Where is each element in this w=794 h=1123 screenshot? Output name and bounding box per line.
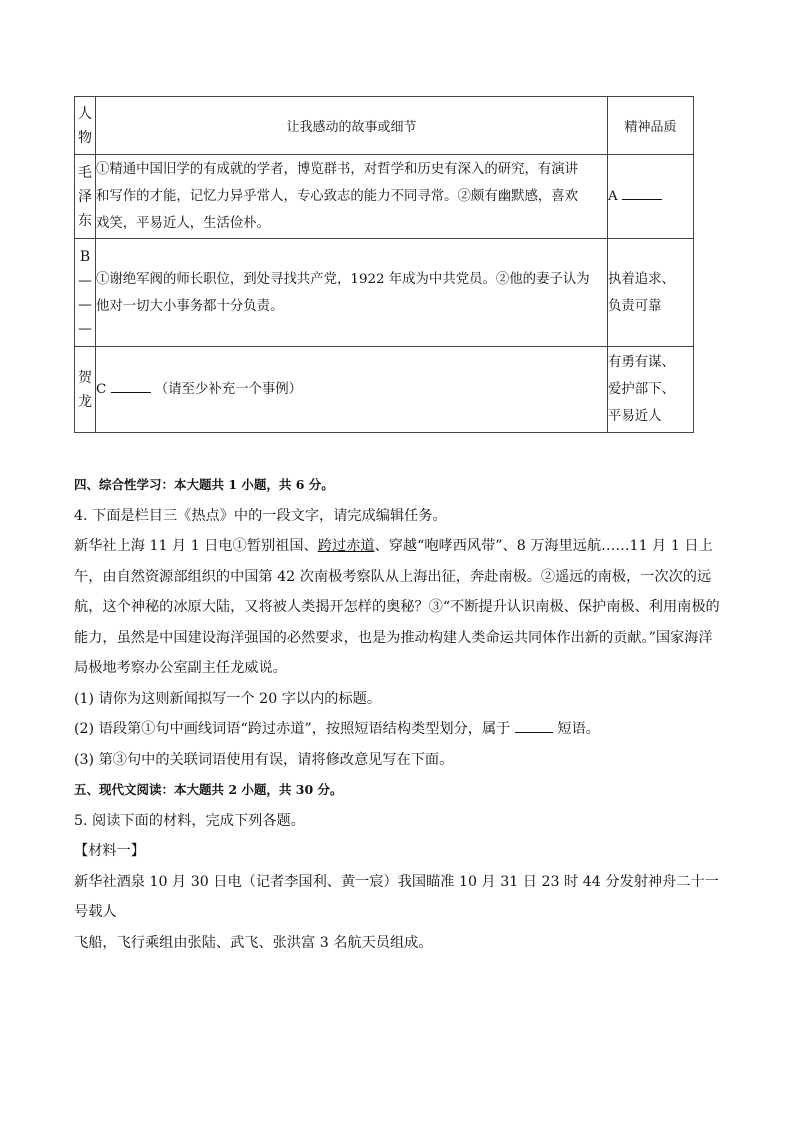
story-cell: C （请至少补充一个事例） xyxy=(96,347,608,433)
material-label: 【材料一】 xyxy=(74,843,145,859)
header-person: 人 物 xyxy=(75,97,96,155)
question-intro: 5. 阅读下面的材料，完成下列各题。 xyxy=(74,812,305,829)
section-heading: 五、现代文阅读：本大题共 2 小题，共 30 分。 xyxy=(74,782,343,797)
news-paragraph-line: 新华社上海 11 月 1 日电①暂别祖国、跨过赤道、穿越“咆哮西风带”、8 万海里远航……11 月 1 日上 xyxy=(74,538,713,554)
story-cell: ①谢绝军阀的师长职位，到处寻找共产党，1922 年成为中共党员。②他的妻子认为 他对一切大小事务都十分负责。 xyxy=(96,239,608,347)
table-row xyxy=(75,155,694,239)
sub-question-1: (1) 请你为这则新闻拟写一个 20 字以内的标题。 xyxy=(74,690,382,707)
answer-blank[interactable] xyxy=(111,378,151,393)
material-line: 新华社酒泉 10 月 30 日电（记者李国利、黄一宸）我国瞄准 10 月 31 日 23 时 44 分发射神舟二十一号载人 xyxy=(74,873,719,920)
people-qualities-table xyxy=(74,96,694,433)
material-line: 飞船，飞行乘组由张陆、武飞、张洪富 3 名航天员组成。 xyxy=(74,934,433,951)
person-name: 毛 泽 东 xyxy=(75,155,96,239)
question-intro: 4. 下面是栏目三《热点》中的一段文字，请完成编辑任务。 xyxy=(74,507,447,524)
news-paragraph-line: 午，由自然资源部组织的中国第 42 次南极考察队从上海出征，奔赴南极。②遥远的南极，一次次的远 xyxy=(74,568,712,585)
news-paragraph-line: 航，这个神秘的冰原大陆，又将被人类揭开怎样的奥秘？③“不断提升认识南极、保护南极、利用南极的 xyxy=(74,599,720,615)
quality-cell: 有勇有谋、 爱护部下、 平易近人 xyxy=(608,347,694,433)
answer-blank[interactable] xyxy=(622,185,662,200)
quality-cell: A xyxy=(608,155,694,239)
quality-cell: 执着追求、 负责可靠 xyxy=(608,239,694,347)
answer-blank[interactable] xyxy=(515,717,553,733)
table-row xyxy=(75,347,694,433)
person-name: 贺 龙 xyxy=(75,347,96,433)
header-quality: 精神品质 xyxy=(608,97,694,155)
person-name: B — — — xyxy=(75,239,96,347)
sub-question-3: (3) 第③句中的关联词语使用有误，请将修改意见写在下面。 xyxy=(74,751,454,768)
section-four xyxy=(74,470,722,958)
sub-question-2: (2) 语段第①句中画线词语“跨过赤道”，按照短语结构类型划分，属于 短语。 xyxy=(74,714,722,745)
news-paragraph-line: 局极地考察办公室副主任龙威说。 xyxy=(74,660,287,676)
table-header-row xyxy=(75,97,694,155)
story-cell: ①精通中国旧学的有成就的学者，博览群书，对哲学和历史有深入的研究，有演讲 和写作的才能，记忆力异乎常人，专心致志的能力不同寻常。②颇有幽默感，喜欢 戏笑，平易近人，生活俭朴。 xyxy=(96,155,608,239)
table-row xyxy=(75,239,694,347)
underlined-phrase: 跨过赤道 xyxy=(317,538,375,554)
news-paragraph-line: 能力，虽然是中国建设海洋强国的必然要求，也是为推动构建人类命运共同体作出新的贡献。”国家海洋 xyxy=(74,629,713,646)
section-heading: 四、综合性学习：本大题共 1 小题，共 6 分。 xyxy=(74,477,334,492)
header-story: 让我感动的故事或细节 xyxy=(96,97,608,155)
